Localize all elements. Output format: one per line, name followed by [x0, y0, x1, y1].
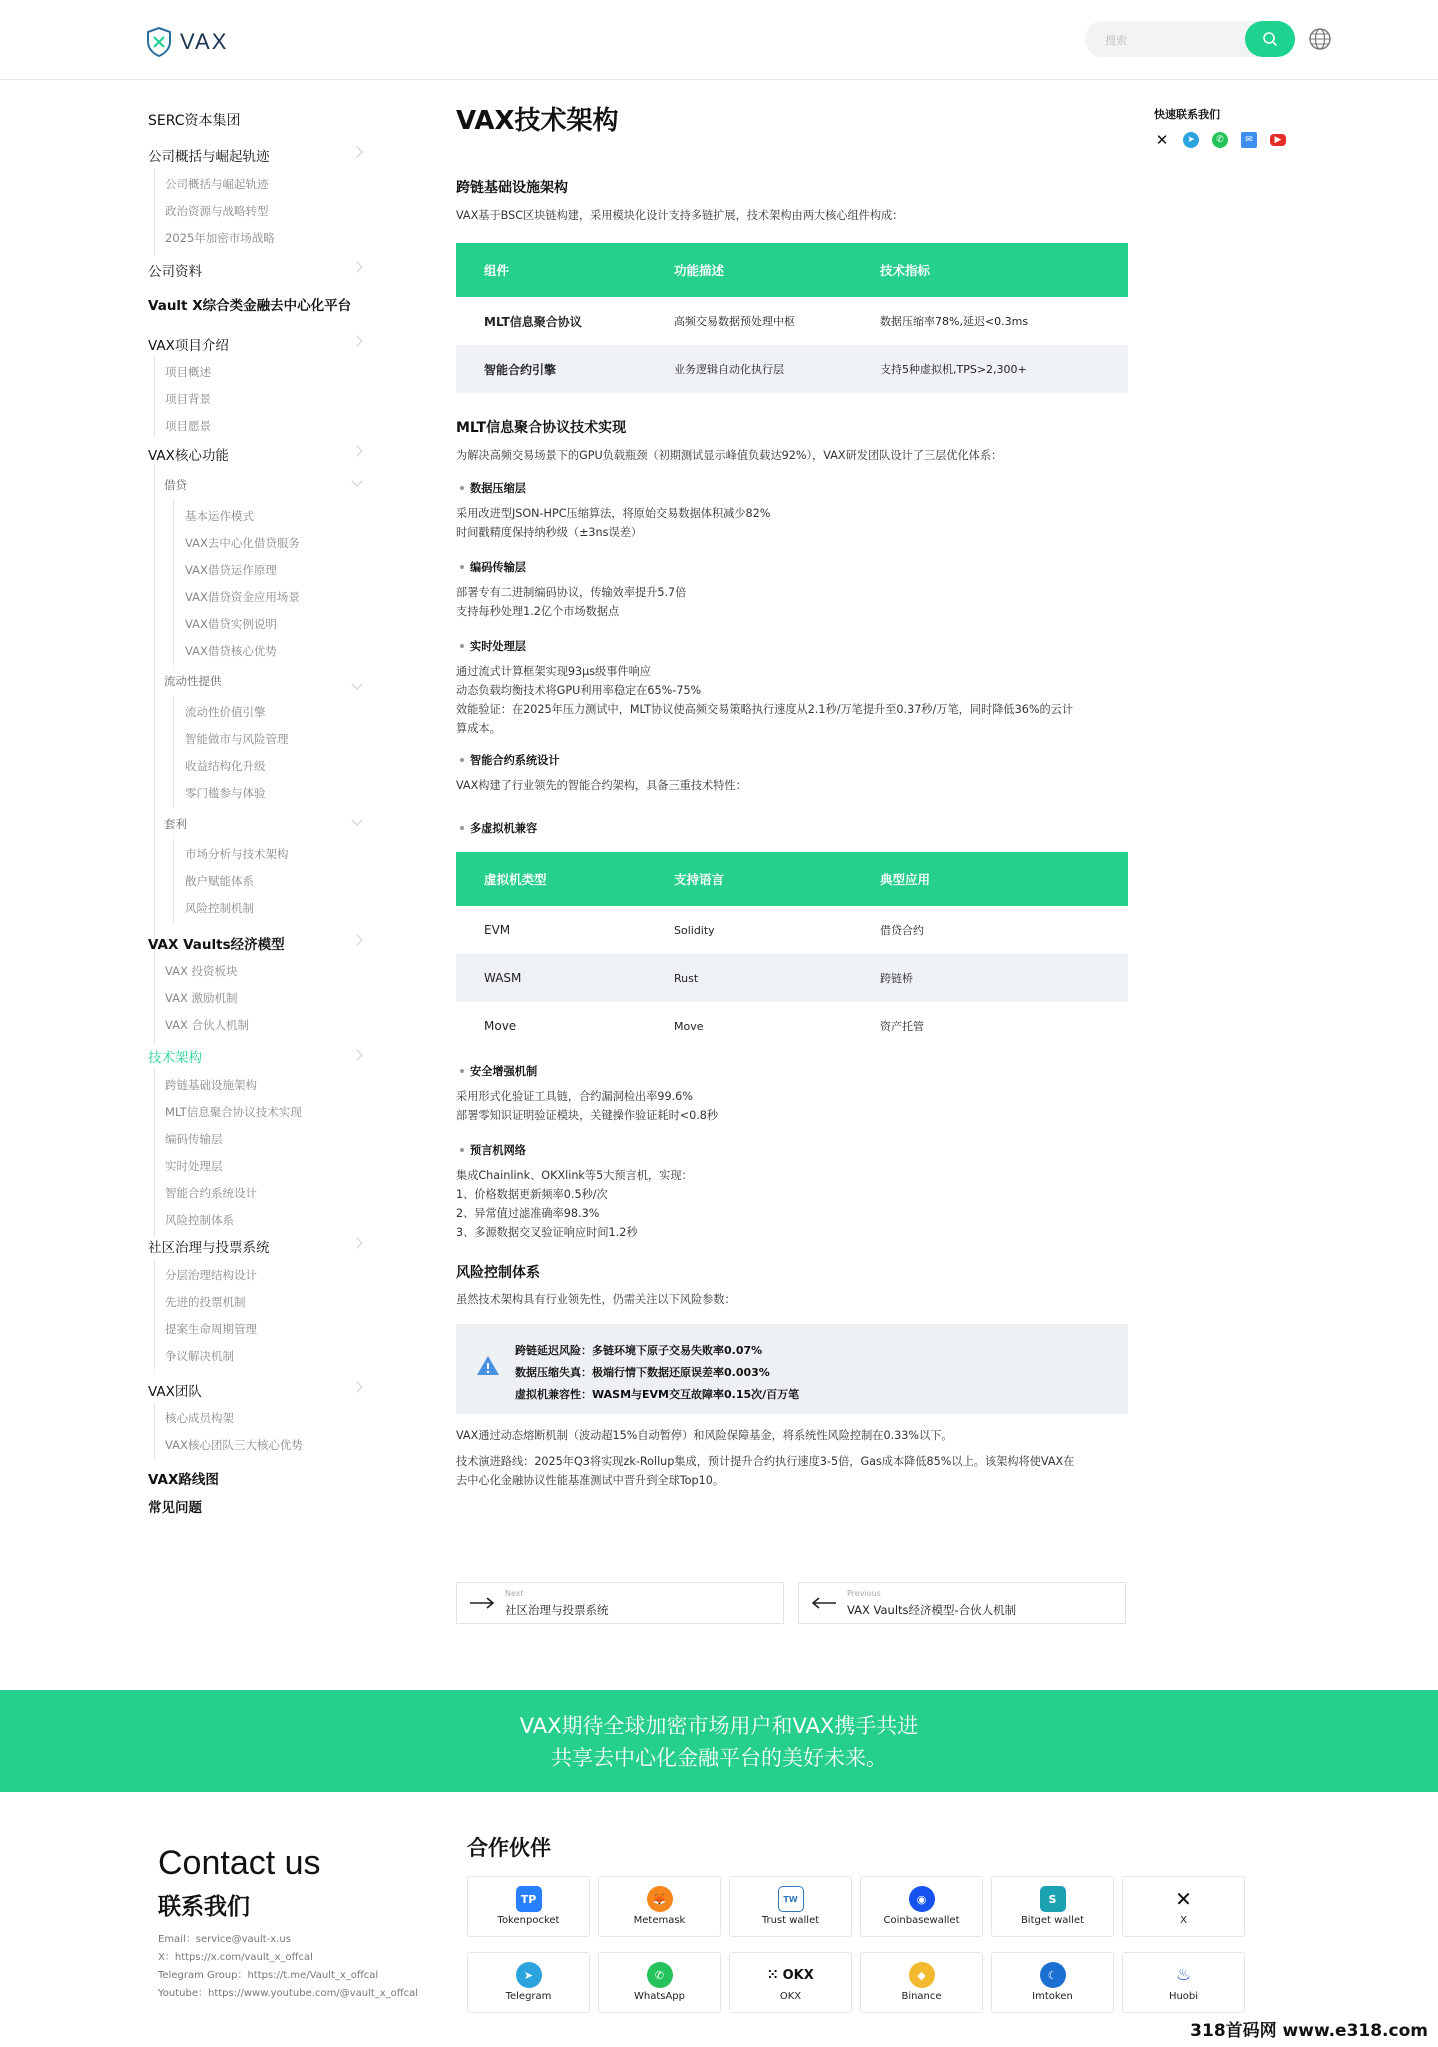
bullet-heading: 实时处理层	[470, 640, 526, 653]
table-header-cell: 支持语言	[674, 872, 725, 887]
sidebar-subitem[interactable]: 争议解决机制	[165, 1349, 234, 1363]
sidebar-subitem[interactable]: 编码传输层	[165, 1132, 223, 1146]
sidebar-subitem[interactable]: 项目概述	[165, 365, 211, 379]
paragraph: 效能验证：在2025年压力测试中，MLT协议使高频交易策略执行速度从2.1秒/万笔提升至0.37秒/万笔，同时降低36%的云计	[456, 703, 1074, 716]
sidebar-subitem[interactable]: VAX去中心化借贷服务	[185, 536, 300, 550]
huobi-flame-icon: ♨	[1171, 1962, 1197, 1988]
partner-card[interactable]	[598, 1952, 721, 2013]
sidebar-subitem[interactable]: VAX借贷资金应用场景	[185, 590, 300, 604]
contact-heading-cn: 联系我们	[158, 1894, 250, 1920]
components-table	[456, 243, 1128, 393]
contact-heading-en: Contact us	[158, 1844, 321, 1882]
whatsapp-icon: ✆	[647, 1962, 673, 1988]
sidebar-subitem[interactable]: 市场分析与技术架构	[185, 847, 289, 861]
sidebar-subitem[interactable]: 分层治理结构设计	[165, 1268, 257, 1282]
x-icon[interactable]: ✕	[1155, 131, 1169, 149]
partner-card[interactable]	[991, 1876, 1114, 1937]
table-cell: MLT信息聚合协议	[484, 314, 582, 329]
paragraph: 动态负载均衡技术将GPU利用率稳定在65%-75%	[456, 684, 702, 697]
x-icon: ✕	[1171, 1886, 1197, 1912]
chevron-right-icon[interactable]	[351, 1381, 362, 1392]
arrow-left-icon	[811, 1597, 837, 1609]
binance-icon: ◆	[909, 1962, 935, 1988]
table-header-cell: 组件	[484, 263, 510, 278]
partner-card[interactable]	[1122, 1876, 1245, 1937]
bullet-heading: 安全增强机制	[470, 1065, 538, 1078]
watermark-text: 318首码网 www.e318.com	[1186, 2016, 1432, 2041]
sidebar-item-vaults-model[interactable]: VAX Vaults经济模型	[148, 937, 285, 953]
paragraph: VAX构建了行业领先的智能合约架构，具备三重技术特性：	[456, 779, 747, 792]
table-row	[456, 954, 1128, 1002]
top-header	[0, 0, 1438, 80]
okx-logo-icon: ⁙ OKX	[761, 1962, 821, 1988]
search-placeholder: 搜索	[1105, 34, 1127, 47]
telegram-icon[interactable]: ➤	[1183, 132, 1199, 148]
partner-card[interactable]	[1122, 1952, 1245, 2013]
bitget-wallet-icon: S	[1040, 1886, 1066, 1912]
sidebar-subitem[interactable]: VAX借贷实例说明	[185, 617, 277, 631]
partner-name: Coinbasewallet	[883, 1915, 960, 1926]
whatsapp-icon[interactable]: ✆	[1212, 132, 1228, 148]
chevron-right-icon[interactable]	[351, 146, 362, 157]
bullet-heading: 多虚拟机兼容	[470, 822, 538, 835]
sidebar-subitem[interactable]: VAX借贷核心优势	[185, 644, 277, 658]
paragraph: 部署零知识证明验证模块，关键操作验证耗时<0.8秒	[456, 1109, 719, 1122]
social-icons	[1154, 132, 1299, 148]
table-cell: 高频交易数据预处理中枢	[674, 315, 795, 328]
chevron-right-icon[interactable]	[351, 445, 362, 456]
paragraph: 集成Chainlink、OKXlink等5大预言机，实现：	[456, 1169, 693, 1182]
paragraph: 采用形式化验证工具链，合约漏洞检出率99.6%	[456, 1090, 693, 1103]
table-cell: 借贷合约	[880, 924, 924, 937]
table-row	[456, 906, 1128, 954]
sidebar-subitem[interactable]: 2025年加密市场战略	[165, 231, 275, 245]
quick-contact	[1154, 106, 1282, 149]
shield-logo-icon	[146, 27, 172, 57]
sidebar-subitem[interactable]: 风险控制体系	[165, 1213, 234, 1227]
sidebar-subitem[interactable]: 公司概括与崛起轨迹	[165, 177, 269, 191]
contact-telegram[interactable]: Telegram Group：https://t.me/Vault_x_offcal	[158, 1970, 379, 1981]
table-cell: WASM	[484, 971, 522, 985]
banner-line: 共享去中心化金融平台的美好未来。	[551, 1746, 887, 1770]
sidebar-subitem[interactable]: 政治资源与战略转型	[165, 204, 269, 218]
sidebar-subitem[interactable]: 核心成员构架	[165, 1411, 234, 1425]
next-page-link[interactable]	[456, 1582, 784, 1624]
tree-line	[154, 1260, 155, 1370]
paragraph: 为解决高频交易场景下的GPU负载瓶颈（初期测试显示峰值负载达92%），VAX研发团队设计了三层优化体系：	[456, 449, 1003, 462]
table-row	[456, 1002, 1128, 1050]
contact-email[interactable]: Email：service@vault-x.us	[158, 1934, 291, 1945]
language-globe-icon[interactable]	[1308, 27, 1332, 51]
bullet-heading: 数据压缩层	[470, 482, 526, 495]
partner-card[interactable]	[991, 1952, 1114, 2013]
table-cell: Move	[674, 1019, 704, 1033]
trust-wallet-icon: TW	[778, 1886, 804, 1912]
chevron-down-icon[interactable]	[351, 678, 362, 689]
paragraph: 去中心化金融协议性能基准测试中晋升到全球Top10。	[456, 1474, 725, 1487]
tree-line	[154, 356, 155, 438]
paragraph: VAX通过动态熔断机制（波动超15%自动暂停）和风险保障基金，将系统性风险控制在0.33%以下。	[456, 1429, 953, 1442]
paragraph: VAX基于BSC区块链构建，采用模块化设计支持多链扩展，技术架构由两大核心组件构成：	[456, 209, 904, 222]
table-row	[456, 345, 1128, 393]
tree-line	[173, 696, 174, 808]
sidebar-item-tech-arch[interactable]: 技术架构	[148, 1050, 202, 1066]
sidebar-subitem[interactable]: 零门槛参与体验	[185, 786, 266, 800]
coinbase-wallet-icon: ◉	[909, 1886, 935, 1912]
sidebar-item-serc[interactable]: SERC资本集团	[148, 113, 241, 129]
risk-callout	[456, 1324, 1128, 1414]
sidebar-item-community[interactable]: 社区治理与投票系统	[148, 1240, 270, 1256]
sidebar-subitem[interactable]: 提案生命周期管理	[165, 1322, 257, 1336]
table-cell: Move	[484, 1019, 517, 1033]
sidebar-subitem[interactable]: 散户赋能体系	[185, 874, 254, 888]
tree-line	[173, 838, 174, 923]
sidebar-item-team[interactable]: VAX团队	[148, 1384, 202, 1400]
paragraph: 技术演进路线：2025年Q3将实现zk-Rollup集成，预计提升合约执行速度3-5倍，Gas成本降低85%以上。该架构将使VAX在	[456, 1455, 1075, 1468]
paragraph: 支持每秒处理1.2亿个市场数据点	[456, 605, 620, 618]
partner-card[interactable]	[860, 1952, 983, 2013]
paragraph: 算成本。	[456, 722, 501, 735]
table-cell: 业务逻辑自动化执行层	[674, 363, 784, 376]
sidebar-subitem[interactable]: 收益结构化升级	[185, 759, 266, 773]
sidebar-subitem[interactable]: VAX核心团队三大核心优势	[165, 1438, 303, 1452]
chevron-right-icon[interactable]	[351, 261, 362, 272]
paragraph: 时间戳精度保持纳秒级（±3ns误差）	[456, 526, 643, 539]
search-field[interactable]	[1085, 21, 1295, 57]
partner-card[interactable]	[467, 1876, 590, 1937]
sidebar-item-faq[interactable]: 常见问题	[148, 1500, 202, 1516]
partner-name: Metemask	[633, 1915, 686, 1926]
contact-x[interactable]: X：https://x.com/vault_x_offcal	[158, 1952, 313, 1963]
table-cell: 支持5种虚拟机,TPS>2,300+	[880, 363, 1027, 376]
sidebar-subitem[interactable]: 智能做市与风险管理	[185, 732, 289, 746]
sidebar-subitem[interactable]: 项目背景	[165, 392, 211, 406]
sidebar-subitem[interactable]: VAX 激励机制	[165, 991, 238, 1005]
table-row	[456, 297, 1128, 345]
tree-line	[173, 498, 174, 666]
telegram-icon: ➤	[516, 1962, 542, 1988]
sidebar-subitem[interactable]: 项目愿景	[165, 419, 211, 433]
table-cell: 跨链桥	[880, 972, 913, 985]
partner-card[interactable]	[598, 1876, 721, 1937]
previous-page-link[interactable]	[798, 1582, 1126, 1624]
sidebar-item-core-func[interactable]: VAX核心功能	[148, 448, 229, 464]
search-button[interactable]	[1245, 21, 1295, 57]
partner-name: Trust wallet	[761, 1915, 820, 1926]
table-header	[456, 852, 1128, 906]
sidebar-subitem[interactable]: 先进的投票机制	[165, 1295, 246, 1309]
bullet-heading: 预言机网络	[470, 1144, 526, 1157]
sidebar-item-roadmap[interactable]: VAX路线图	[148, 1472, 219, 1488]
partner-card[interactable]	[860, 1876, 983, 1937]
sidebar-subitem[interactable]: 实时处理层	[165, 1159, 223, 1173]
sidebar-item-lending[interactable]: 借贷	[164, 478, 187, 492]
banner-line: VAX期待全球加密市场用户和VAX携手共进	[519, 1714, 919, 1738]
sidebar-item-company-overview[interactable]: 公司概括与崛起轨迹	[148, 149, 270, 165]
contact-youtube[interactable]: Youtube：https://www.youtube.com/@vault_x_offcal	[158, 1988, 419, 1999]
paragraph: 虽然技术架构具有行业领先性，仍需关注以下风险参数：	[456, 1293, 736, 1306]
chevron-right-icon[interactable]	[351, 335, 362, 346]
sidebar-subitem[interactable]: 跨链基础设施架构	[165, 1078, 257, 1092]
tokenpocket-icon: TP	[516, 1886, 542, 1912]
section-heading: MLT信息聚合协议技术实现	[456, 420, 627, 436]
sidebar-subitem[interactable]: VAX借贷运作原理	[185, 563, 277, 577]
sidebar-subitem[interactable]: 智能合约系统设计	[165, 1186, 257, 1200]
paragraph: 3、多源数据交叉验证响应时间1.2秒	[456, 1226, 638, 1239]
imtoken-icon: ☾	[1040, 1962, 1066, 1988]
tree-line	[154, 956, 155, 1044]
partner-card[interactable]	[729, 1876, 852, 1937]
metamask-fox-icon: 🦊	[647, 1886, 673, 1912]
youtube-icon[interactable]: ▶	[1270, 134, 1286, 146]
sidebar-subitem[interactable]: 流动性价值引擎	[185, 705, 266, 719]
sidebar-item-vault-platform[interactable]: Vault X综合类金融去中心化平台	[148, 298, 352, 314]
partner-name: X	[1180, 1915, 1187, 1926]
section-heading: 风险控制体系	[456, 1265, 540, 1281]
table-cell: Solidity	[674, 923, 715, 937]
tree-line	[154, 168, 155, 256]
partners-heading: 合作伙伴	[467, 1836, 551, 1860]
vax-logo[interactable]	[146, 27, 228, 57]
search-icon	[1262, 31, 1278, 47]
paragraph: 采用改进型JSON-HPC压缩算法，将原始交易数据体积减少82%	[456, 507, 771, 520]
brand-name: VAX	[180, 29, 229, 54]
table-cell: Rust	[674, 971, 699, 985]
partner-name: OKX	[779, 1991, 802, 2002]
sidebar-subitem[interactable]: 风险控制机制	[185, 901, 254, 915]
tree-line	[154, 1403, 155, 1459]
partner-name: Imtoken	[1032, 1991, 1073, 2002]
partner-name: WhatsApp	[633, 1991, 686, 2002]
paragraph: 部署专有二进制编码协议，传输效率提升5.7倍	[456, 586, 687, 599]
bullet-heading: 编码传输层	[470, 561, 526, 574]
chevron-down-icon[interactable]	[351, 814, 362, 825]
sidebar-subitem[interactable]: VAX 合伙人机制	[165, 1018, 250, 1032]
next-label: 社区治理与投票系统	[505, 1603, 609, 1617]
warning-icon	[475, 1354, 501, 1378]
table-cell: 智能合约引擎	[484, 362, 557, 377]
sidebar-item-arbitrage[interactable]: 套利	[164, 817, 187, 831]
partner-card[interactable]	[467, 1952, 590, 2013]
sidebar-item-project-intro[interactable]: VAX项目介绍	[148, 338, 229, 354]
sidebar-item-company-info[interactable]: 公司资料	[148, 264, 202, 280]
table-cell: 数据压缩率78%,延迟<0.3ms	[880, 315, 1029, 328]
paragraph: 1、价格数据更新频率0.5秒/次	[456, 1188, 608, 1201]
tree-line	[154, 1068, 155, 1238]
sidebar-subitem[interactable]: 基本运作模式	[185, 509, 254, 523]
table-cell: EVM	[484, 923, 511, 937]
partner-name: Telegram	[505, 1991, 552, 2002]
cta-banner	[0, 1690, 1438, 1792]
email-icon[interactable]: ✉	[1241, 132, 1257, 148]
vm-table	[456, 852, 1128, 1050]
chevron-right-icon[interactable]	[351, 934, 362, 945]
sidebar-item-liquidity[interactable]: 流动性提供	[164, 674, 222, 688]
previous-caption: Previous	[847, 1589, 881, 1598]
chevron-down-icon[interactable]	[351, 475, 362, 486]
chevron-right-icon[interactable]	[351, 1049, 362, 1060]
table-header-cell: 虚拟机类型	[484, 872, 547, 887]
partner-name: Huobi	[1168, 1991, 1199, 2002]
previous-label: VAX Vaults经济模型-合伙人机制	[847, 1603, 1017, 1617]
arrow-right-icon	[469, 1597, 495, 1609]
next-caption: Next	[505, 1589, 524, 1598]
sidebar-subitem[interactable]: VAX 投资板块	[165, 964, 238, 978]
risk-line: 数据压缩失真：极端行情下数据还原误差率0.003%	[515, 1366, 770, 1379]
page-title: VAX技术架构	[456, 106, 619, 136]
bullet-heading: 智能合约系统设计	[470, 754, 560, 767]
table-header	[456, 243, 1128, 297]
risk-line: 跨链延迟风险：多链环境下原子交易失败率0.07%	[515, 1344, 763, 1357]
risk-line: 虚拟机兼容性：WASM与EVM交互故障率0.15次/百万笔	[515, 1388, 800, 1401]
section-heading: 跨链基础设施架构	[456, 180, 568, 196]
table-cell: 资产托管	[880, 1020, 924, 1033]
chevron-right-icon[interactable]	[351, 1237, 362, 1248]
paragraph: 通过流式计算框架实现93μs级事件响应	[456, 665, 651, 678]
partner-name: Binance	[901, 1991, 942, 2002]
table-header-cell: 功能描述	[674, 263, 725, 278]
partner-name: Bitget wallet	[1020, 1915, 1085, 1926]
sidebar-subitem[interactable]: MLT信息聚合协议技术实现	[165, 1105, 302, 1119]
paragraph: 2、异常值过滤准确率98.3%	[456, 1207, 600, 1220]
table-header-cell: 技术指标	[880, 263, 931, 278]
quick-contact-title: 快速联系我们	[1154, 108, 1220, 121]
partner-name: Tokenpocket	[497, 1915, 560, 1926]
partner-card[interactable]	[729, 1952, 852, 2013]
table-header-cell: 典型应用	[880, 872, 931, 887]
